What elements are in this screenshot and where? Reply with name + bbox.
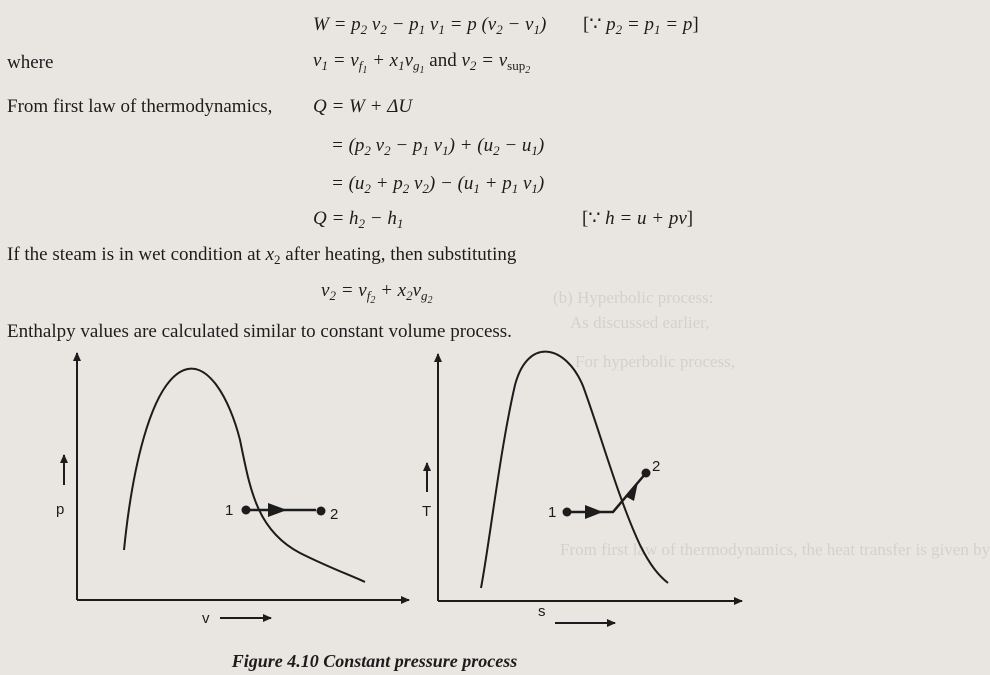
pv-point-1-label: 1 [225,502,234,519]
pv-point-2-label: 2 [330,506,339,523]
pv-x-label: v [202,610,210,627]
wet-v2-equation: $v_2 = v_{f_2} + x_2v_{g_2}$ [321,280,433,306]
enthalpy-sentence: Enthalpy values are calculated similar to constant volume process. [7,321,512,342]
ts-x-label: s [538,603,546,620]
work-equation: $W = p_2$ $v_2 - p_1$ $v_1 = p$ $(v_2 - v_1)$ [313,14,547,37]
and-word: and [429,50,457,71]
first-law-label: From first law of thermodynamics, [7,96,273,117]
ts-saturation-dome [481,352,668,588]
ts-y-label: T [422,503,432,520]
figure-caption: Figure 4.10 Constant pressure process [231,651,518,671]
v1-definition: $v_1 = v_{f_1} + x_1v_{g_1}$ and $v_2 = v_{sup_2}$ [313,50,531,76]
bleed-through-text: (b) Hyperbolic process: [553,288,714,307]
where-label: where [7,52,54,73]
ts-point-2 [642,469,651,478]
pv-process-arrow [268,503,287,517]
ts-point-1-label: 1 [548,504,557,521]
pv-point-2 [317,507,326,516]
ts-process-arrow-1 [585,505,603,519]
ts-diagram [422,352,742,623]
pv-point-1 [242,506,251,515]
bleed-through-text: As discussed earlier, [570,313,710,332]
pv-saturation-dome [124,369,365,582]
ts-point-2-label: 2 [652,458,661,475]
bleed-through-text: For hyperbolic process, [575,352,736,371]
bleed-through-text: From first law of thermodynamics, the heat transfer is given by [560,540,990,559]
first-law-equation: Q = W + ΔU [313,96,413,117]
wet-condition-sentence: If the steam is in wet condition at $x_2$ after heating, then substituting [7,244,517,267]
pv-diagram [56,353,409,627]
enthalpy-note: [∵ h = u + pv] [582,208,694,229]
pv-y-label: p [56,501,65,518]
first-law-step2: = ($u_2 + p_2$ $v_2) - (u_1 + p_1$ $v_1$) [331,173,545,196]
first-law-step1: = ($p_2$ $v_2 - p_1$ $v_1) + (u_2 - u_1)$ [331,135,545,158]
work-note: [∵ $p_2 = p_1 = p$] [583,14,699,37]
ts-point-1 [563,508,572,517]
enthalpy-equation: $Q = h_2 - h_1$ [313,208,404,231]
ts-process-arrow-2 [625,482,638,501]
